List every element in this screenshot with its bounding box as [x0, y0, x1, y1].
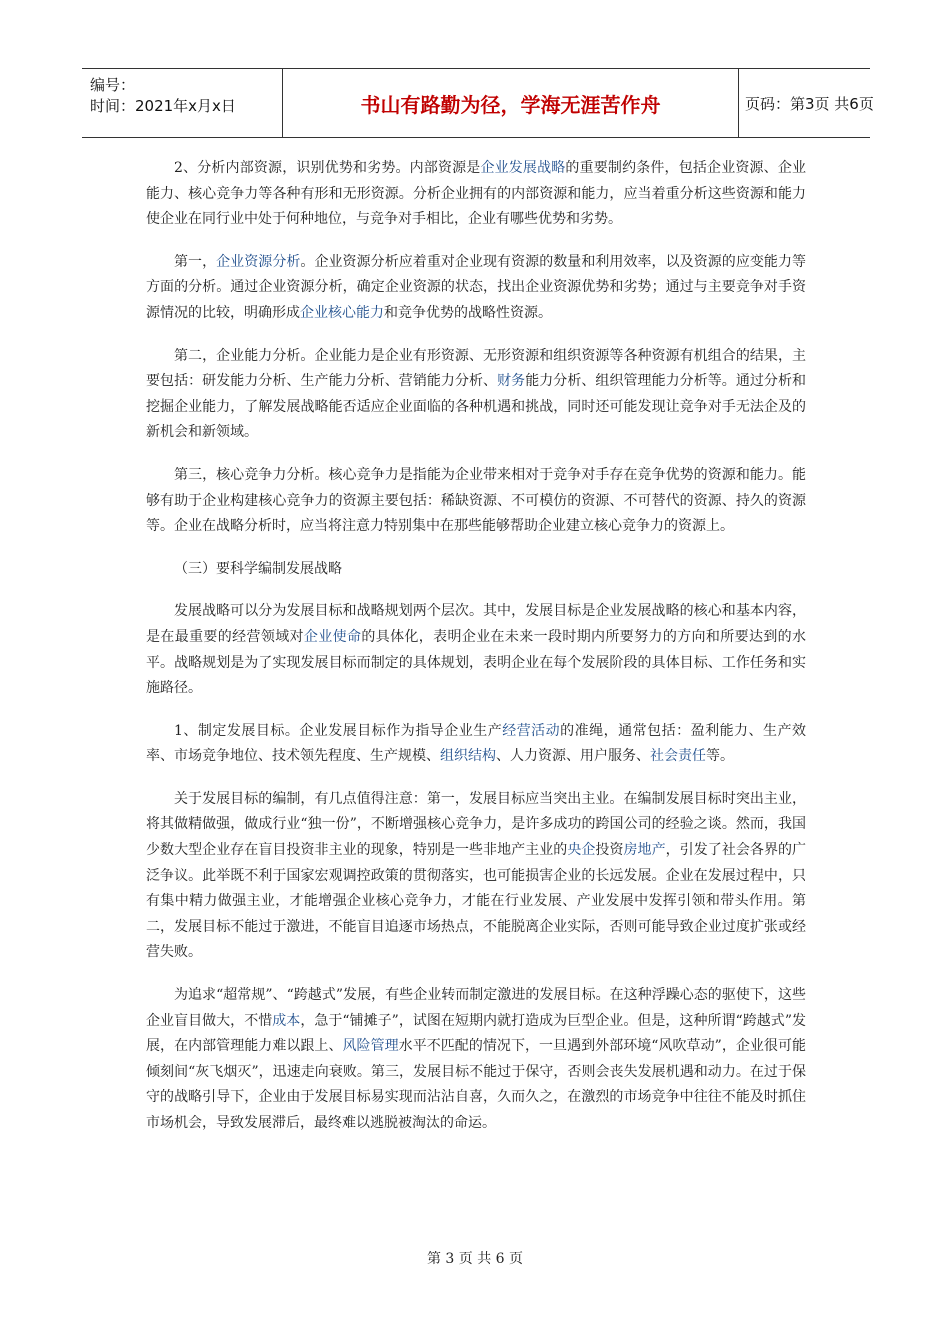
document-body	[146, 156, 806, 1154]
paragraph-text: 关于发展目标的编制，有几点值得注意：第一，发展目标应当突出主业。在编制发展目标时突出主业，将其做精做强，做成行业“独一份”，不断增强核心竞争力，是许多成功的跨国公司的经验之谈。然而，我国少数大型企业存在盲目投资非主业的现象，特别是一些非地产主业的	[146, 790, 806, 859]
paragraph-text: 为追求“超常规”、“跨越式”发展，有些企业转而制定激进的发展目标。在这种浮躁心态的驱使下，这些企业盲目做大，不惜	[146, 987, 806, 1029]
term-link[interactable]: 经营活动	[502, 722, 561, 739]
paragraph-text: 、人力资源、用户服务、	[496, 748, 650, 765]
term-link[interactable]: 组织结构	[440, 748, 496, 765]
paragraph-text: （三）要科学编制发展战略	[174, 560, 342, 577]
header-page-info: 页码：第3页 共6页	[745, 94, 874, 113]
paragraph-text: 第一，	[174, 253, 217, 270]
paragraph-text: 和竞争优势的战略性资源。	[384, 304, 552, 321]
paragraph-text: ，急于“铺摊子”，试图在短期内就打造成为巨型企业。但是，这种所谓“跨越式”发展，在内部管理能力难以跟上、	[146, 1012, 807, 1055]
term-link[interactable]: 企业发展战略	[480, 160, 566, 176]
paragraph-text: 。企业资源分析应着重对企业现有资源的数量和利用效率，以及资源的应变能力等方面的分析。通过企业资源分析，确定企业资源的状态，找出企业资源优势和劣势；通过与主要竞争对手资源情况的比较，明确形成	[146, 253, 807, 321]
paragraph-text: 的具体化，表明企业在未来一段时期内所要努力的方向和所要达到的水平。战略规划是为了实现发展目标而制定的具体规划，表明企业在每个发展阶段的具体目标、工作任务和实施路径。	[146, 628, 807, 697]
body-paragraph	[146, 557, 806, 583]
term-link[interactable]: 企业资源分析	[216, 253, 301, 270]
body-paragraph	[146, 463, 806, 540]
body-paragraph	[146, 719, 806, 770]
body-paragraph	[146, 599, 806, 701]
body-paragraph	[146, 983, 806, 1137]
paragraph-text: 的重要制约条件，包括企业资源、企业能力、核心竞争力等各种有形和无形资源。分析企业拥有的内部资源和能力，应当着重分析这些资源和能力使企业在同行业中处于何种地位，与竞争对手相比，企业有哪些优势和劣势。	[146, 160, 807, 228]
paragraph-text: 发展战略可以分为发展目标和战略规划两个层次。其中，发展目标是企业发展战略的核心和基本内容，是在最重要的经营领域对	[146, 603, 806, 645]
body-paragraph	[146, 250, 806, 327]
paragraph-text: 等。	[706, 748, 734, 765]
paragraph-text: 投资	[595, 842, 624, 859]
paragraph-text: ，引发了社会各界的广泛争议。此举既不利于国家宏观调控政策的贯彻落实，也可能损害企业的长远发展。企业在发展过程中，只有集中精力做强主业，才能增强企业核心竞争力，才能在行业发展、产业发展中发挥引领和带头作用。第二，发展目标不能过于激进，不能盲目追逐市场热点，不能脱离企业实际，否则可能导致企业过度扩张或经营失败。	[146, 842, 807, 961]
term-link[interactable]: 房地产	[623, 842, 666, 859]
term-link[interactable]: 企业使命	[303, 628, 362, 645]
paragraph-text: 第二，企业能力分析。企业能力是企业有形资源、无形资源和组织资源等各种资源有机组合的结果，主要包括：研发能力分析、生产能力分析、营销能力分析、	[146, 347, 806, 390]
paragraph-text: 1、制定发展目标。企业发展目标作为指导企业生产	[174, 722, 503, 739]
body-paragraph	[146, 344, 806, 446]
term-link[interactable]: 风险管理	[342, 1038, 399, 1055]
header-motto: 书山有路勤为径，学海无涯苦作舟	[360, 92, 661, 117]
paragraph-text: 的准绳，通常包括：盈利能力、生产效率、市场竞争地位、技术领先程度、生产规模、	[146, 722, 807, 765]
term-link[interactable]: 社会责任	[650, 748, 706, 765]
page-header	[82, 68, 874, 138]
document-time-label: 时间：2021年x月x日	[90, 97, 236, 115]
paragraph-text: 第三，核心竞争力分析。核心竞争力是指能为企业带来相对于竞争对手存在竞争优势的资源和能力。能够有助于企业构建核心竞争力的资源主要包括：稀缺资源、不可模仿的资源、不可替代的资源、持久的资源等。企业在战略分析时，应当将注意力特别集中在那些能够帮助企业建立核心竞争力的资源上。	[146, 466, 806, 535]
body-paragraph	[146, 787, 806, 966]
term-link[interactable]: 财务	[497, 373, 526, 390]
term-link[interactable]: 成本	[272, 1012, 301, 1029]
paragraph-text: 能力分析、组织管理能力分析等。通过分析和挖掘企业能力，了解发展战略能否适应企业面临的各种机遇和挑战，同时还可能发现让竞争对手无法企及的新机会和新领域。	[146, 373, 807, 441]
header-motto-cell	[282, 69, 739, 137]
term-link[interactable]: 央企	[567, 842, 596, 859]
page-footer: 第 3 页 共 6 页	[426, 1251, 524, 1267]
body-paragraph	[146, 156, 806, 233]
header-meta-cell	[82, 69, 282, 137]
paragraph-text: 水平不匹配的情况下，一旦遇到外部环境“风吹草动”，企业很可能倾刻间“灰飞烟灭”，迅速走向衰败。第三，发展目标不能过于保守，否则会丧失发展机遇和动力。在过于保守的战略引导下，企业由于发展目标易实现而沾沾自喜，久而久之，在激烈的市场竞争中往往不能及时抓住市场机会，导致发展滞后，最终难以逃脱被淘汰的命运。	[146, 1038, 807, 1131]
header-page-cell	[739, 69, 874, 137]
term-link[interactable]: 企业核心能力	[300, 304, 384, 321]
paragraph-text: 2、分析内部资源，识别优势和劣势。内部资源是	[174, 160, 481, 176]
document-number-label: 编号：	[90, 76, 136, 94]
